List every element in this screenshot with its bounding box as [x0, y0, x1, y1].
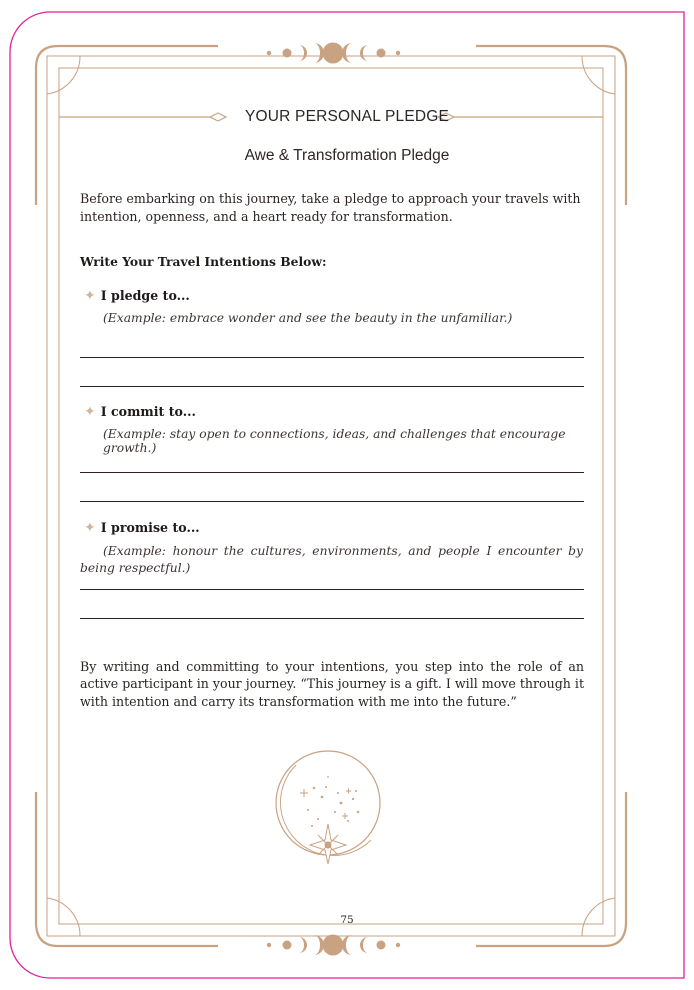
- compass-star-icon: [310, 824, 346, 864]
- commit-item-title: ✦ I commit to...: [84, 404, 196, 420]
- write-line[interactable]: [80, 501, 584, 502]
- closing-paragraph: By writing and committing to your intentions, you step into the role of an active participant in your journey. “This journey is a gift. I will move through it with intention and carry its transformation with me into the future.”: [80, 659, 584, 709]
- corner-arc-tl: [47, 56, 80, 94]
- section-title: YOUR PERSONAL PLEDGE: [244, 108, 450, 125]
- moon-phase-row-icon: [267, 43, 400, 64]
- promise-item-title: ✦ I promise to...: [84, 520, 200, 536]
- promise-example: (Example: honour the cultures, environments, and people I encounter by being respectful.): [80, 544, 583, 575]
- sparkle-icon: ✦: [84, 520, 96, 536]
- write-line[interactable]: [80, 357, 584, 358]
- pledge-item-title: ✦ I pledge to...: [84, 288, 190, 304]
- write-line[interactable]: [80, 589, 584, 590]
- corner-arc-tr: [582, 56, 615, 94]
- pledge-example: (Example: embrace wonder and see the beauty in the unfamiliar.): [103, 311, 513, 325]
- intentions-heading: Write Your Travel Intentions Below:: [80, 254, 327, 269]
- intro-paragraph: Before embarking on this journey, take a pledge to approach your travels with intention, openness, and a heart ready for transformation.: [80, 191, 581, 224]
- page-subtitle: Awe & Transformation Pledge: [244, 147, 450, 164]
- sparkle-icon: ✦: [84, 404, 96, 420]
- sparkle-icon: ✦: [84, 288, 96, 304]
- inner-frame: [47, 56, 615, 936]
- write-line[interactable]: [80, 386, 584, 387]
- page-number: 75: [340, 914, 354, 926]
- write-line[interactable]: [80, 472, 584, 473]
- moon-phase-row-icon: [267, 935, 400, 956]
- write-line[interactable]: [80, 618, 584, 619]
- commit-example: (Example: stay open to connections, ideas, and challenges that encourage growth.): [103, 427, 566, 455]
